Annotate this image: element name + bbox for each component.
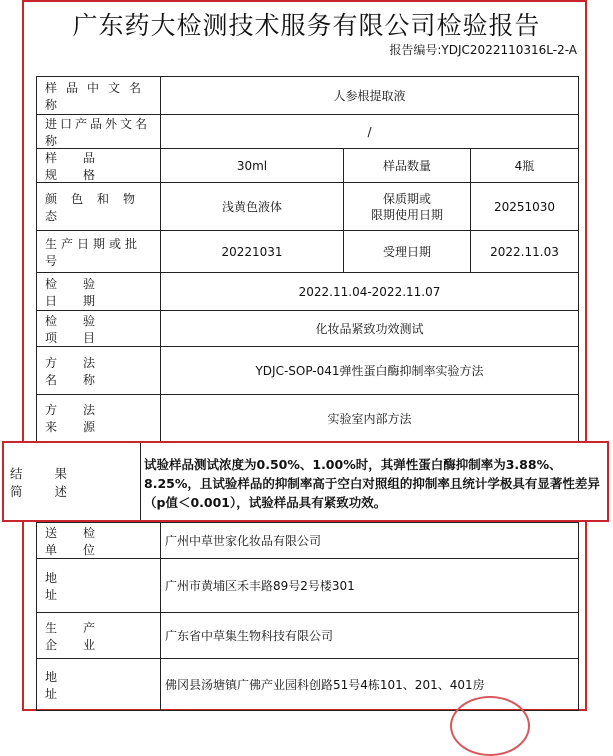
label-test-item xyxy=(37,311,160,346)
accept-date: 2022.11.03 xyxy=(490,244,559,259)
result-divider xyxy=(140,443,141,520)
table-line xyxy=(578,76,579,711)
report-number: 报告编号:YDJC2022110316L-2-A xyxy=(389,43,577,57)
label-sender-unit xyxy=(37,523,160,558)
method-name: YDJC-SOP-041弹性蛋白酶抑制率实验方法 xyxy=(255,364,484,378)
label-shelf-life xyxy=(344,183,470,230)
label-result-summary xyxy=(4,443,140,520)
manufacturer-address: 佛冈县汤塘镇广佛产业园科创路51号4栋101、201、401房 xyxy=(165,678,485,692)
label-text: 生产企业 xyxy=(45,620,122,652)
sample-spec: 30ml xyxy=(236,158,268,173)
label-text: 样品中文名称 xyxy=(45,80,151,112)
label-text: 地址 xyxy=(45,570,140,602)
color-state: 浅黄色液体 xyxy=(221,200,282,214)
label-text: 结果简述 xyxy=(10,465,100,499)
label-method-source xyxy=(37,395,160,441)
method-source: 实验室内部方法 xyxy=(327,411,412,426)
manufacturer: 广东省中草集生物科技有限公司 xyxy=(165,629,334,643)
shelf-label-line1: 保质期或 xyxy=(382,191,431,206)
label-sample-cn-name xyxy=(37,77,160,114)
label-method-name xyxy=(37,347,160,394)
label-text: 生产日期或批号 xyxy=(45,236,142,268)
label-text: 进口产品外文名称 xyxy=(45,116,151,148)
label-manufacturer-address xyxy=(37,659,160,710)
sender-unit: 广州中草世家化妆品有限公司 xyxy=(165,534,322,548)
shelf-label-line2: 限期使用日期 xyxy=(370,207,443,222)
import-foreign-name: / xyxy=(367,124,372,139)
label-accept-date: 受理日期 xyxy=(382,245,431,259)
label-text: 检验日期 xyxy=(45,276,122,308)
label-import-foreign-name xyxy=(37,115,160,148)
label-sample-quantity: 样品数量 xyxy=(382,159,431,173)
label-manufacturer xyxy=(37,613,160,658)
label-text: 样品规格 xyxy=(45,150,122,182)
label-text: 方法名称 xyxy=(45,355,122,387)
label-text: 颜色和物态 xyxy=(45,191,150,223)
label-test-date xyxy=(37,273,160,310)
label-text: 地址 xyxy=(45,669,140,701)
test-item: 化妆品紧致功效测试 xyxy=(315,322,424,336)
sample-cn-name: 人参根提取液 xyxy=(333,89,406,103)
test-date: 2022.11.04-2022.11.07 xyxy=(298,284,441,299)
label-text: 送检单位 xyxy=(45,525,122,557)
shelf-life-date: 20251030 xyxy=(493,199,556,214)
production-batch: 20221031 xyxy=(221,244,283,259)
label-text: 方法来源 xyxy=(45,403,122,434)
label-spec xyxy=(37,149,160,182)
sample-quantity: 4瓶 xyxy=(514,159,535,173)
label-color-state xyxy=(37,183,160,230)
official-stamp xyxy=(450,696,530,756)
label-sender-address xyxy=(37,559,160,612)
sender-address: 广州市黄埔区禾丰路89号2号楼301 xyxy=(165,579,355,593)
report-title: 广东药大检测技术服务有限公司检验报告 xyxy=(72,11,541,40)
label-production-batch xyxy=(37,231,160,272)
result-summary: 试验样品测试浓度为0.50%、1.00%时，其弹性蛋白酶抑制率为3.88%、8.25%，且试验样品的抑制率高于空白对照组的抑制率且统计学极具有显著性差异（p值＜0.001），试验样品具有紧致功效。 xyxy=(144,457,600,510)
label-text: 检验项目 xyxy=(45,313,122,345)
